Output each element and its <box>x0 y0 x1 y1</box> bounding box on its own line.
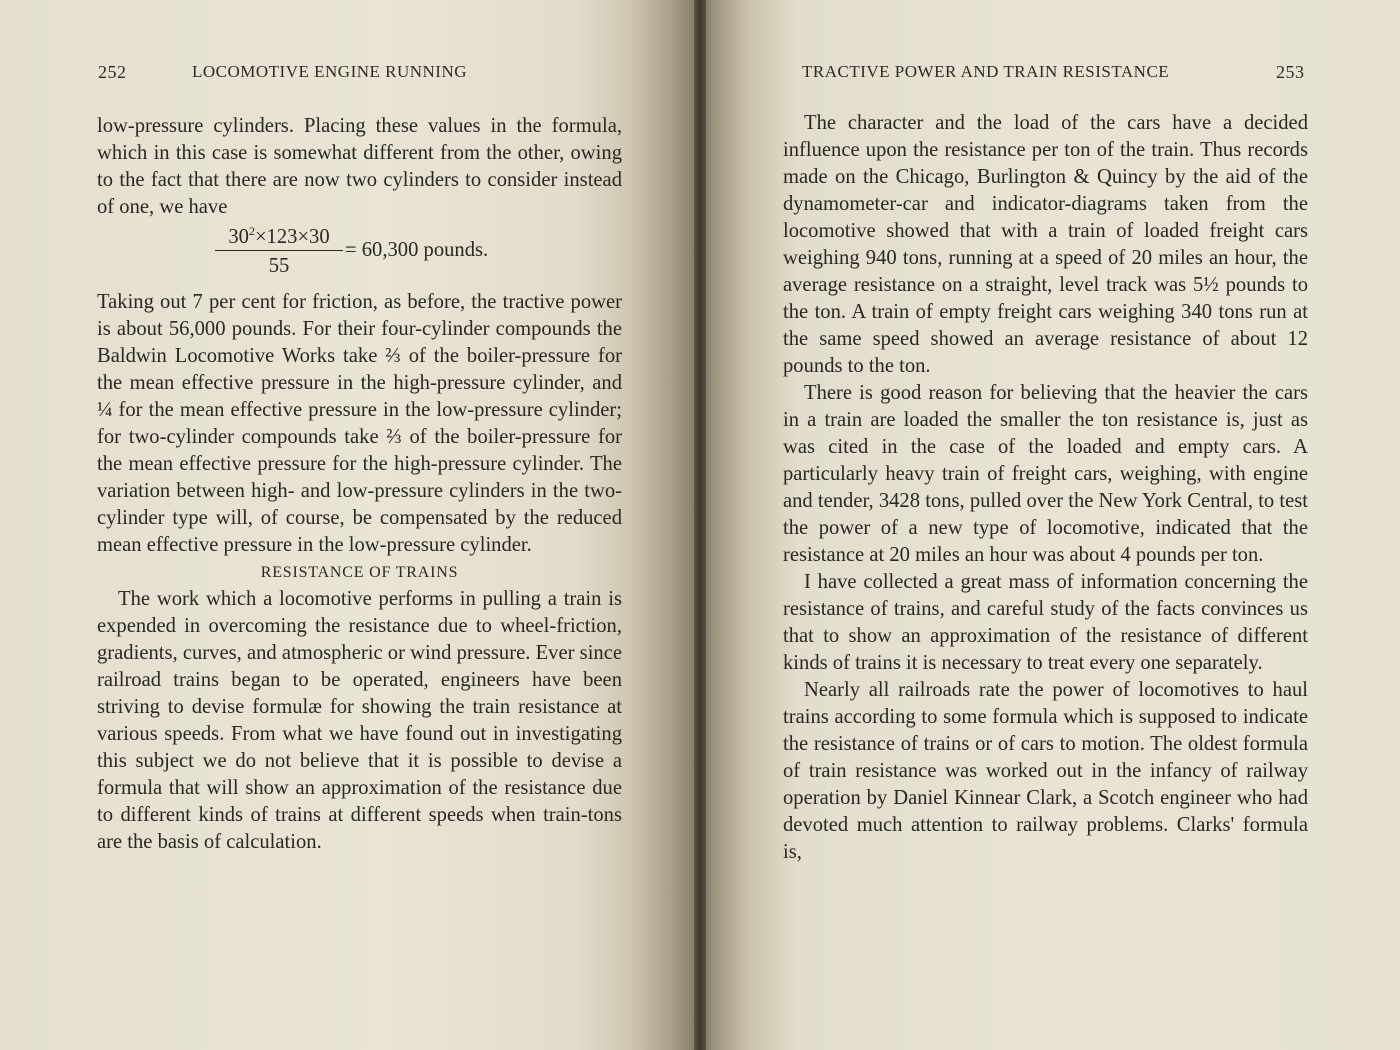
numerator-rest: ×123×30 <box>254 226 330 248</box>
left-paragraph-3: The work which a locomotive performs in pulling a train is expended in overcoming the resistance due to wheel-friction, gradients, curves, and atmospheric or wind pressure. Ever since railroad trains began to be operated, engineers have been striving to devise formulæ for showing the train resistance at various speeds. From what we have found out in investigating this subject we do not believe that it is possible to devise a formula that will show an approximation of the resistance due to different kinds of trains at different speeds when train-tons are the basis of calculation. <box>97 588 622 853</box>
numerator-exponent: 2 <box>248 224 255 239</box>
book-gutter <box>694 0 706 1050</box>
formula-numerator <box>215 225 343 251</box>
left-paragraph-1: low-pressure cylinders. Placing these values in the formula, which in this case is somewhat different from the other, owing to the fact that there are now two cylinders to consider instead of one, we have <box>97 115 622 218</box>
formula-result: = 60,300 pounds. <box>345 239 489 261</box>
left-paragraph-2: Taking out 7 per cent for friction, as before, the tractive power is about 56,000 pounds. For their four-cylinder compounds the Baldwin Locomotive Works take ⅔ of the boiler-pressure for the mean effective pressure in the high-pressure cylinder, and ¼ for the mean effective pressure in the low-pressure cylinder; for two-cylinder compounds take ⅔ of the boiler-pressure for the mean effective pressure for the high-pressure cylinder. The variation between high- and low-pressure cylinders in the two-cylinder type will, of course, be compensated by the reduced mean effective pressure in the low-pressure cylinder. <box>97 291 622 556</box>
page-number-right: 253 <box>1276 62 1305 82</box>
running-title-left: LOCOMOTIVE ENGINE RUNNING <box>192 62 468 81</box>
right-paragraph-4: Nearly all railroads rate the power of locomotives to haul trains according to some formula which is supposed to indicate the resistance of trains or of cars to motion. The oldest formula of train resistance was worked out in the infancy of railway operation by Daniel Kinnear Clark, a Scotch engineer who had devoted much attention to railway problems. Clarks' formula is, <box>783 679 1308 863</box>
right-paragraph-1: The character and the load of the cars have a decided influence upon the resistance per ton of the train. Thus records made on the Chicago, Burlington & Quincy by the aid of the dynamometer-car and indicator-diagrams taken from the locomotive showed that with a train of loaded freight cars weighing 940 tons, running at a speed of 20 miles an hour, the average resistance on a straight, level track was 5½ pounds to the ton. A train of empty freight cars weighing 340 tons run at the same speed showed an average resistance of about 12 pounds to the ton. <box>783 112 1308 377</box>
formula-denominator: 55 <box>268 255 290 277</box>
page-number-left: 252 <box>98 62 127 82</box>
section-heading: RESISTANCE OF TRAINS <box>260 564 459 581</box>
tractive-power-formula <box>97 225 622 287</box>
left-text-column <box>97 113 622 856</box>
right-page <box>700 0 1400 1050</box>
right-paragraph-2: There is good reason for believing that the heavier the cars in a train are loaded the smaller the ton resistance is, just as was cited in the case of the loaded and empty cars. A particularly heavy train of freight cars, weighing, with engine and tender, 3428 tons, pulled over the New York Central, to test the power of a new type of locomotive, indicated that the resistance at 20 miles an hour was about 4 pounds per ton. <box>783 382 1308 566</box>
right-text-column <box>783 110 1308 866</box>
numerator-base: 30 <box>228 226 249 248</box>
running-title-right: TRACTIVE POWER AND TRAIN RESISTANCE <box>802 62 1170 81</box>
formula-fraction <box>215 225 343 281</box>
right-paragraph-3: I have collected a great mass of information concerning the resistance of trains, and careful study of the facts convinces us that to show an approximation of the resistance of different kinds of trains it is necessary to treat every one separately. <box>783 571 1308 674</box>
